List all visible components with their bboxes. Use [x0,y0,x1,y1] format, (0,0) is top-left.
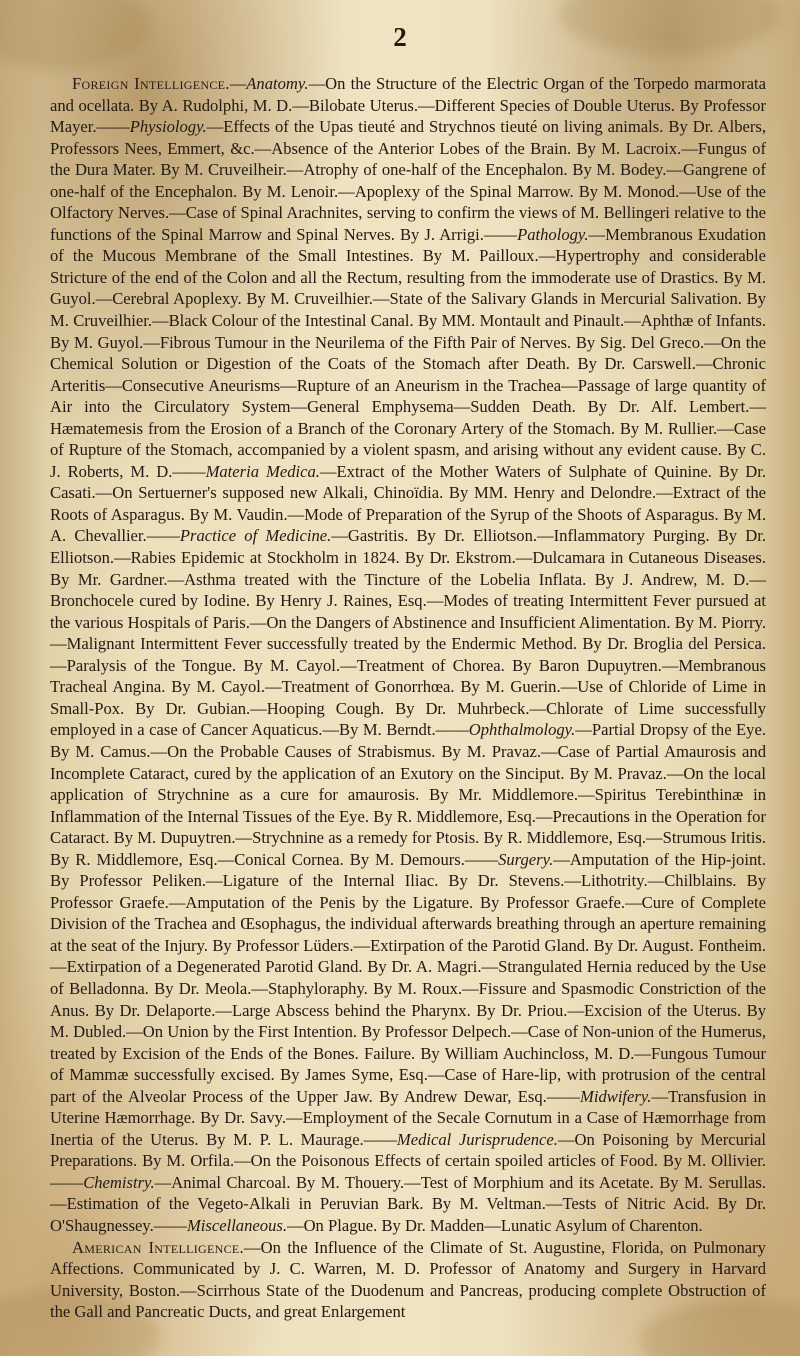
category-heading: Medical Jurisprudence. [396,1129,558,1149]
category-heading: Practice of Medicine. [179,526,332,546]
entry-text: —— [546,1086,581,1106]
contents-text [50,73,766,1323]
entry-text: —Transfusion in Uterine Hæmorrhage. By Dr. Savy.—Employment of the Secale Cornutum in a Case of Hæmorrhage from Inertia of the Uterus. By M. P. L. Maurage. [50,1086,766,1149]
category-heading: Materia Medica. [205,461,320,481]
category-heading: Miscellaneous. [186,1215,287,1235]
entry-text: —— [172,461,206,481]
entry-text: —On Plague. By Dr. Madden—Lunatic Asylum of Charenton. [286,1215,703,1235]
entry-text: —Gastritis. By Dr. Elliotson.—Inflammatory Purging. By Dr. Elliotson.—Rabies Epidemic at Stockholm in 1824. By Dr. Ekstrom.—Dulcamara in Cutaneous Diseases. By Mr. Gardner.—Asthma treated with the Tincture of the Lobelia Inflata. By J. Andrew, M. D.—Bronchocele cured by Iodine. By Henry J. Raines, Esq.—Modes of treating Intermittent Fever pursued at the various Hospitals of Paris.—On the Dangers of Abstinence and Insufficient Alimentation. By M. Piorry.—Malignant Intermittent Fever successfully treated by the Endermic Method. By Dr. Broglia del Persica.—Paralysis of the Tongue. By M. Cayol.—Treatment of Chorea. By Baron Dupuytren.—Membranous Tracheal Angina. By M. Cayol.—Treatment of Gonorrhœa. By M. Guerin.—Use of Chloride of Lime in Small-Pox. By Dr. Gubian.—Hooping Cough. By Dr. Muhrbeck.—Chlorate of Lime successfully employed in a case of Cancer Aquaticus.—By M. Berndt. [50,526,766,740]
category-heading: Midwifery. [580,1086,652,1106]
entry-text: — [229,74,247,93]
section-heading: American Intelligence. [72,1237,245,1257]
section-heading: Foreign Intelligence. [72,74,230,93]
entry-text: —— [50,1172,84,1192]
category-heading: Surgery. [498,849,554,869]
category-heading: Chemistry. [83,1172,155,1192]
entry-text: —Partial Dropsy of the Eye. By M. Camus.—On the Probable Causes of Strabismus. By M. Pravaz.—Case of Partial Amaurosis and Incomplete Cataract, cured by the application of an Exutory on the Sinciput. By M. Pravaz.—On the local application of Strychnine as a cure for amaurosis. By Mr. Middlemore.—Spiritus Terebinthinæ in Inflammation of the Internal Tissues of the Eye. By R. Middlemore, Esq.—Precautions in the Operation for Cataract. By M. Dupuytren.—Strychnine as a remedy for Ptosis. By R. Middlemore, Esq.—Strumous Iritis. By R. Middlemore, Esq.—Conical Cornea. By M. Demours. [50,720,766,869]
entry-text: —— [146,526,180,546]
entry-text: —— [483,224,518,244]
entry-text: —— [96,117,130,137]
entry-text: —— [435,720,469,740]
paragraph [50,1237,766,1323]
entry-text: —— [464,849,499,869]
entry-text: —Amputation of the Hip-joint. By Professor Peliken.—Ligature of the Internal Iliac. By Dr. Stevens.—Lithotrity.—Chilblains. By Professor Graefe.—Amputation of the Penis by the Ligature. By Professor Graefe.—Cure of Complete Division of the Trachea and Œsophagus, the individual afterwards breathing through an aperture remaining at the seat of the Injury. By Professor Lüders.—Extirpation of the Parotid Gland. By Dr. August. Fontheim.—Extirpation of a Degenerated Parotid Gland. By Dr. A. Magri.—Strangulated Hernia reduced by the Use of Belladonna. By Dr. Meola.—Staphyloraphy. By M. Roux.—Fissure and Spasmodic Constriction of the Anus. By Dr. Delaporte.—Large Abscess behind the Pharynx. By Dr. Priou.—Excision of the Uterus. By M. Dubled.—On Union by the First Intention. By Professor Delpech.—Case of Non-union of the Humerus, treated by Excision of the Ends of the Bones. Failure. By William Auchincloss, M. D.—Fungous Tumour of Mammæ successfully excised. By James Syme, Esq.—Case of Hare-lip, with protrusion of the central part of the Alveolar Process of the Upper Jaw. By Andrew Dewar, Esq. [50,849,766,1106]
category-heading: Ophthalmology. [468,720,576,740]
paragraph [50,73,766,1237]
entry-text: —On the Influence of the Climate of St. Augustine, Florida, on Pulmonary Affections. Communicated by J. C. Warren, M. D. Professor of Anatomy and Surgery in Harvard University, Boston.—Scirrhous State of the Duodenum and Pancreas, producing complete Obstruction of the Gall and Pancreatic Ducts, and great Enlargement [50,1237,766,1322]
entry-text: —— [153,1215,187,1235]
entry-text: —On Poisoning by Mercurial Preparations. By M. Orfila.—On the Poisonous Effects of certain spoiled articles of Food. By M. Ollivier. [50,1129,767,1171]
entry-text: —On the Structure of the Electric Organ of the Torpedo marmorata and ocellata. By A. Rudolphi, M. D.—Bilobate Uterus.—Different Species of Double Uterus. By Professor Mayer. [50,74,766,137]
entry-text: —Membranous Exudation of the Mucous Membrane of the Small Intestines. By M. Pailloux.—Hypertrophy and considerable Stricture of the end of the Colon and all the Rectum, resulting from the immoderate use of Drastics. By M. Guyol.—Cerebral Apoplexy. By M. Cruveilhier.—State of the Salivary Glands in Mercurial Salivation. By M. Cruveilhier.—Black Colour of the Intestinal Canal. By MM. Montault and Pinault.—Aphthæ of Infants. By M. Guyol.—Fibrous Tumour in the Neurilema of the Fifth Pair of Nerves. By Sig. Del Greco.—On the Chemical Solution or Digestion of the Coats of the Stomach after Death. By Dr. Carswell.—Chronic Arteritis—Consecutive Aneurisms—Rupture of an Aneurism in the Trachea—Passage of large quantity of Air into the Circulatory System—General Emphysema—Sudden Death. By Dr. Alf. Lembert.—Hæmatemesis from the Erosion of a Branch of the Coronary Artery of the Stomach. By M. Rullier.—Case of Rupture of the Stomach, accompanied by a violent spasm, and arising without any evident cause. By C. J. Roberts, M. D. [50,224,767,481]
category-heading: Anatomy. [246,74,309,93]
entry-text: —— [363,1129,397,1149]
entry-text: —Effects of the Upas tieuté and Strychnos tieuté on living animals. By Dr. Albers, Professors Nees, Emmert, &c.—Absence of the Anterior Lobes of the Brain. By M. Lacroix.—Fungus of the Dura Mater. By M. Cruveilheir.—Atrophy of one-half of the Encephalon. By M. Bodey.—Gangrene of one-half of the Encephalon. By M. Lenoir.—Apoplexy of the Spinal Marrow. By M. Monod.—Use of the Olfactory Nerves.—Case of Spinal Arachnites, serving to confirm the views of M. Bellingeri relative to the functions of the Spinal Marrow and Spinal Nerves. By J. Arrigi. [50,117,766,244]
category-heading: Physiology. [129,117,207,137]
entry-text: —Extract of the Mother Waters of Sulphate of Quinine. By Dr. Casati.—On Sertuerner's supposed new Alkali, Chinoïdia. By MM. Henry and Delondre.—Extract of the Roots of Asparagus. By M. Vaudin.—Mode of Preparation of the Syrup of the Shoots of Asparagus. By M. A. Chevallier. [50,461,767,546]
category-heading: Pathology. [517,224,589,244]
entry-text: —Animal Charcoal. By M. Thouery.—Test of Morphium and its Acetate. By M. Serullas.—Estimation of the Vegeto-Alkali in Peruvian Bark. By M. Veltman.—Tests of Nitric Acid. By Dr. O'Shaugnessey. [50,1172,766,1235]
page-number: 2 [393,22,407,52]
